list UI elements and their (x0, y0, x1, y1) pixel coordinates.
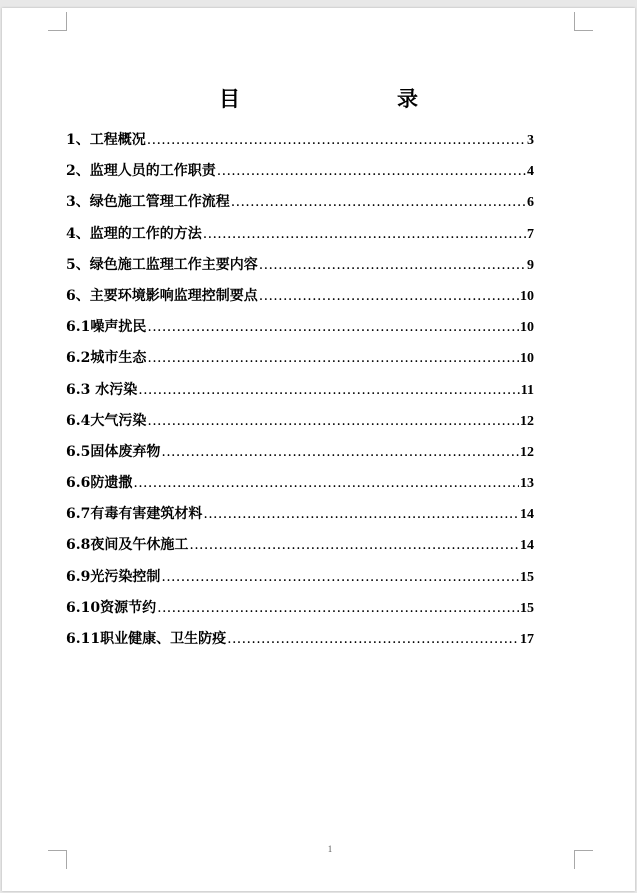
toc-entry-page: 15 (520, 600, 534, 616)
toc-entry[interactable] (66, 499, 534, 530)
toc-entry-page: 10 (520, 351, 534, 367)
margin-mark-top-right (574, 12, 593, 31)
toc-entry[interactable] (66, 593, 534, 624)
toc-entry[interactable] (66, 530, 534, 561)
toc-entry-label: 6.11职业健康、卫生防疫 (66, 631, 227, 647)
toc-entry-page: 10 (520, 288, 534, 304)
toc-entry[interactable] (66, 125, 534, 156)
toc-dot-leader (231, 187, 526, 218)
toc-entry-label: 6.7有毒有害建筑材料 (66, 506, 203, 523)
toc-dot-leader (147, 406, 519, 437)
toc-entry[interactable] (66, 562, 534, 593)
toc-entry-label: 6.1噪声扰民 (66, 319, 147, 336)
toc-entry-label: 5、绿色施工监理工作主要内容 (66, 256, 258, 273)
toc-title: 目 录 (219, 86, 486, 111)
toc-entry-label: 6.6防遗撒 (66, 475, 133, 492)
toc-entry-label: 6.5固体废弃物 (66, 443, 161, 460)
toc-entry-page: 14 (520, 538, 534, 554)
toc-entry[interactable] (66, 312, 534, 343)
toc-entry-page: 6 (527, 195, 534, 211)
toc-entry[interactable] (66, 281, 534, 312)
toc-dot-leader (203, 499, 519, 530)
toc-entry-label: 6.2城市生态 (66, 350, 147, 367)
toc-dot-leader (157, 593, 519, 624)
toc-entry[interactable] (66, 468, 534, 499)
table-of-contents (66, 125, 534, 655)
toc-entry-page: 12 (520, 413, 534, 429)
toc-entry[interactable] (66, 219, 534, 250)
toc-dot-leader (259, 250, 526, 281)
toc-entry-page: 15 (520, 569, 534, 585)
document-page (2, 8, 635, 891)
toc-dot-leader (138, 375, 520, 406)
toc-entry-page: 3 (527, 133, 534, 148)
toc-entry[interactable] (66, 156, 534, 187)
toc-entry-page: 10 (520, 320, 534, 336)
toc-entry-label: 6.10资源节约 (66, 599, 157, 616)
toc-entry-page: 11 (520, 382, 534, 398)
toc-dot-leader (147, 125, 526, 156)
toc-entry-label: 1、工程概况 (66, 132, 146, 148)
toc-entry-label: 4、监理的工作的方法 (66, 225, 202, 242)
toc-entry-label: 6.8夜间及午休施工 (66, 537, 189, 554)
toc-dot-leader (217, 156, 526, 187)
toc-entry-page: 9 (527, 257, 534, 273)
toc-entry-label: 6.4大气污染 (66, 412, 147, 429)
margin-mark-top-left (48, 12, 67, 31)
toc-entry[interactable] (66, 375, 534, 406)
toc-entry[interactable] (66, 343, 534, 374)
toc-dot-leader (227, 624, 519, 655)
toc-dot-leader (147, 343, 519, 374)
toc-entry-page: 4 (527, 164, 534, 180)
toc-entry[interactable] (66, 250, 534, 281)
toc-entry-page: 7 (527, 226, 534, 242)
toc-entry[interactable] (66, 437, 534, 468)
toc-entry-label: 6、主要环境影响监理控制要点 (66, 287, 258, 304)
toc-entry-label: 6.3 水污染 (66, 381, 138, 398)
toc-dot-leader (259, 281, 519, 312)
toc-entry-label: 6.9光污染控制 (66, 568, 161, 585)
toc-dot-leader (189, 530, 519, 561)
toc-entry-label: 3、绿色施工管理工作流程 (66, 194, 230, 211)
toc-entry-page: 14 (520, 507, 534, 523)
toc-dot-leader (147, 312, 519, 343)
toc-entry[interactable] (66, 624, 534, 655)
toc-dot-leader (203, 219, 526, 250)
page-number: 1 (327, 844, 333, 854)
toc-entry[interactable] (66, 187, 534, 218)
toc-entry-page: 13 (520, 476, 534, 492)
toc-entry[interactable] (66, 406, 534, 437)
toc-entry-label: 2、监理人员的工作职责 (66, 163, 216, 180)
toc-entry-page: 17 (520, 632, 534, 647)
toc-entry-page: 12 (520, 444, 534, 460)
toc-dot-leader (133, 468, 519, 499)
toc-dot-leader (161, 437, 519, 468)
toc-dot-leader (161, 562, 519, 593)
